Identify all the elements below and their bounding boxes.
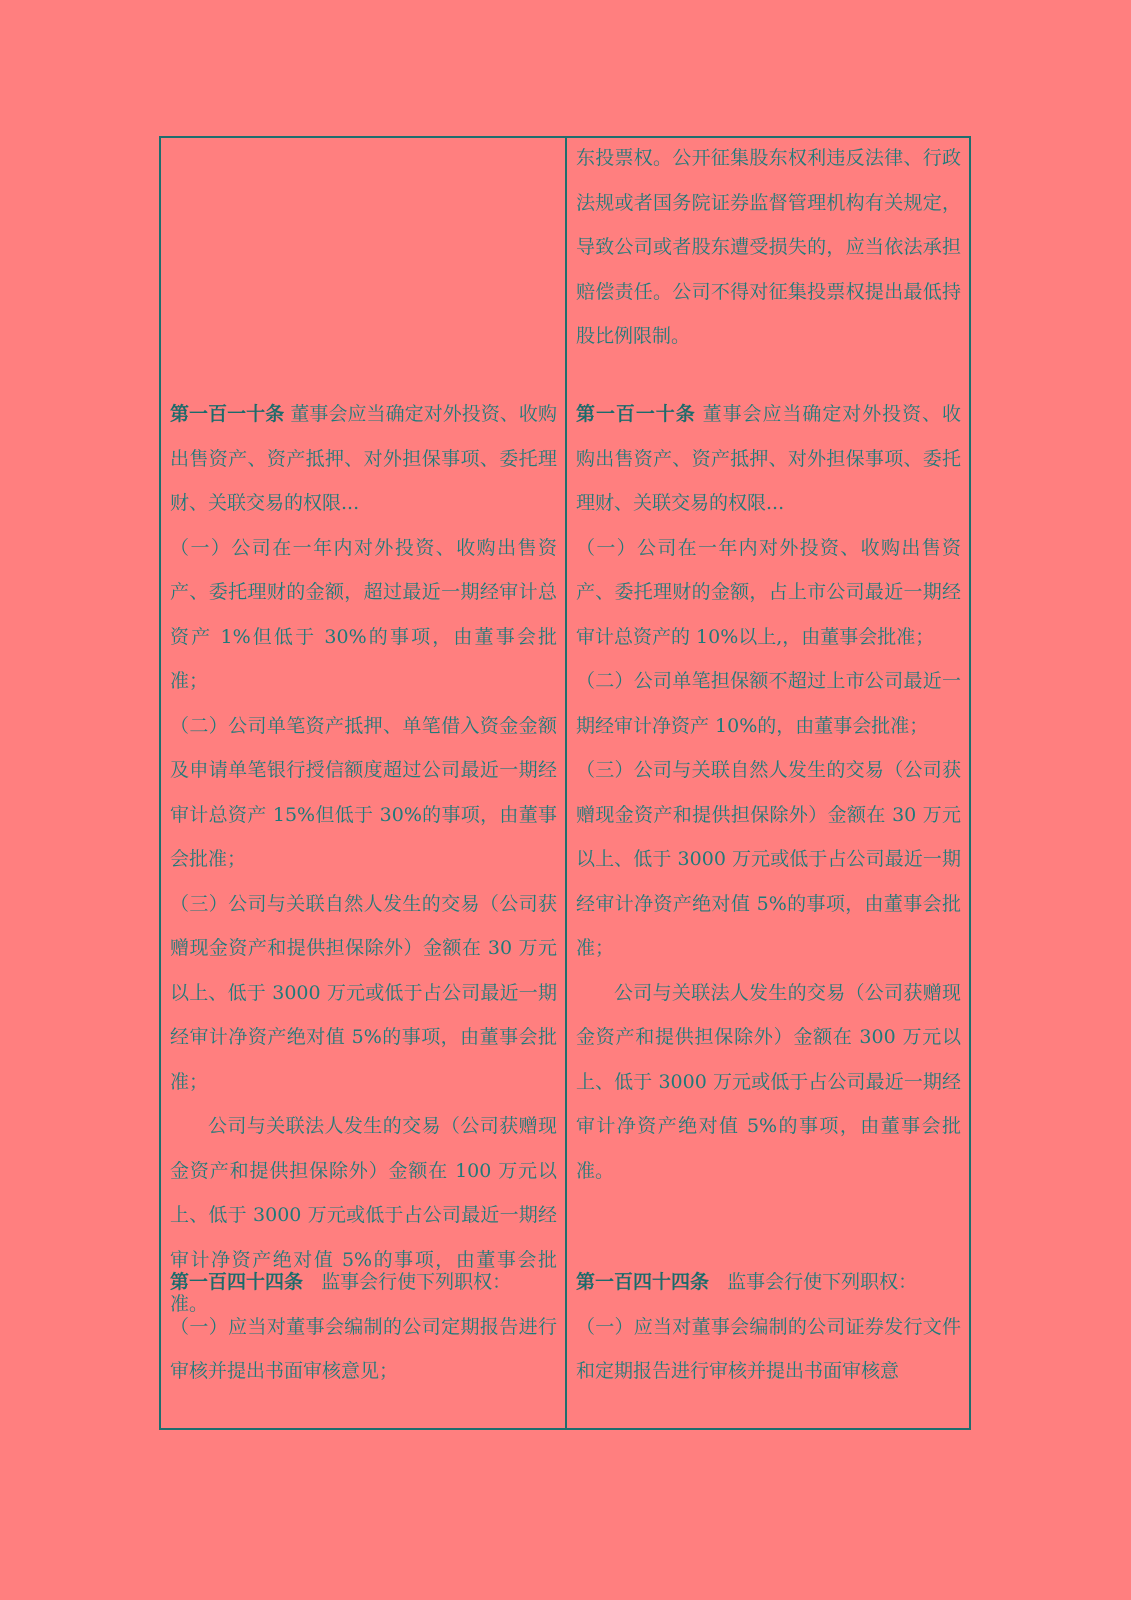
clause-2: （二）公司单笔资产抵押、单笔借入资金金额及申请单笔银行授信额度超过公司最近一期经审计总资产 15%但低于 30%的事项，由董事会批准； (170, 714, 557, 870)
comparison-table (159, 136, 971, 1430)
revised-column (567, 138, 969, 1428)
article-144-revised (576, 1260, 961, 1394)
clause-3: （三）公司与关联自然人发生的交易（公司获赠现金资产和提供担保除外）金额在 30 万元以上、低于 3000 万元或低于占公司最近一期经审计净资产绝对值 5%的事项，由董事会批准； (576, 759, 961, 959)
clause-1: （一）公司在一年内对外投资、收购出售资产、委托理财的金额，占上市公司最近一期经审计总资产的 10%以上,，由董事会批准； (576, 536, 961, 648)
article-title: 第一百一十条 (576, 403, 696, 425)
article-title: 第一百四十四条 (576, 1271, 710, 1293)
article-110-original (170, 392, 557, 1327)
article-intro: 董事会应当确定对外投资、收购出售资产、资产抵押、对外担保事项、委托理财、关联交易的权限... (170, 403, 557, 514)
original-column (161, 138, 567, 1428)
continued-text (576, 136, 961, 359)
clause-2: （二）公司单笔担保额不超过上市公司最近一期经审计净资产 10%的，由董事会批准； (576, 670, 961, 737)
article-144-original (170, 1260, 557, 1394)
article-title: 第一百一十条 (170, 403, 285, 425)
article-intro: 董事会应当确定对外投资、收购出售资产、资产抵押、对外担保事项、委托理财、关联交易的权限... (576, 403, 961, 514)
clause-1: （一）应当对董事会编制的公司定期报告进行审核并提出书面审核意见； (170, 1315, 557, 1382)
clause-4: 公司与关联法人发生的交易（公司获赠现金资产和提供担保除外）金额在 300 万元以上、低于 3000 万元或低于占公司最近一期经审计净资产绝对值 5%的事项，由董事会批准。 (576, 981, 961, 1182)
clause-1: （一）公司在一年内对外投资、收购出售资产、委托理财的金额，超过最近一期经审计总资产 1%但低于 30%的事项，由董事会批准； (170, 536, 557, 692)
article-intro: 监事会行使下列职权： (321, 1271, 512, 1293)
article-intro: 监事会行使下列职权： (727, 1271, 918, 1293)
clause-1: （一）应当对董事会编制的公司证券发行文件和定期报告进行审核并提出书面审核意 (576, 1315, 961, 1382)
clause-3: （三）公司与关联自然人发生的交易（公司获赠现金资产和提供担保除外）金额在 30 万元以上、低于 3000 万元或低于占公司最近一期经审计净资产绝对值 5%的事项，由董事会批准； (170, 892, 557, 1093)
article-title: 第一百四十四条 (170, 1271, 304, 1293)
continued-paragraph: 东投票权。公开征集股东权利违反法律、行政法规或者国务院证券监督管理机构有关规定，导致公司或者股东遭受损失的，应当依法承担赔偿责任。公司不得对征集投票权提出最低持股比例限制。 (576, 147, 961, 347)
article-110-revised (576, 392, 961, 1193)
clause-4: 公司与关联法人发生的交易（公司获赠现金资产和提供担保除外）金额在 100 万元以上、低于 3000 万元或低于占公司最近一期经审计净资产绝对值 5%的事项，由董事会批准。 (170, 1115, 557, 1315)
